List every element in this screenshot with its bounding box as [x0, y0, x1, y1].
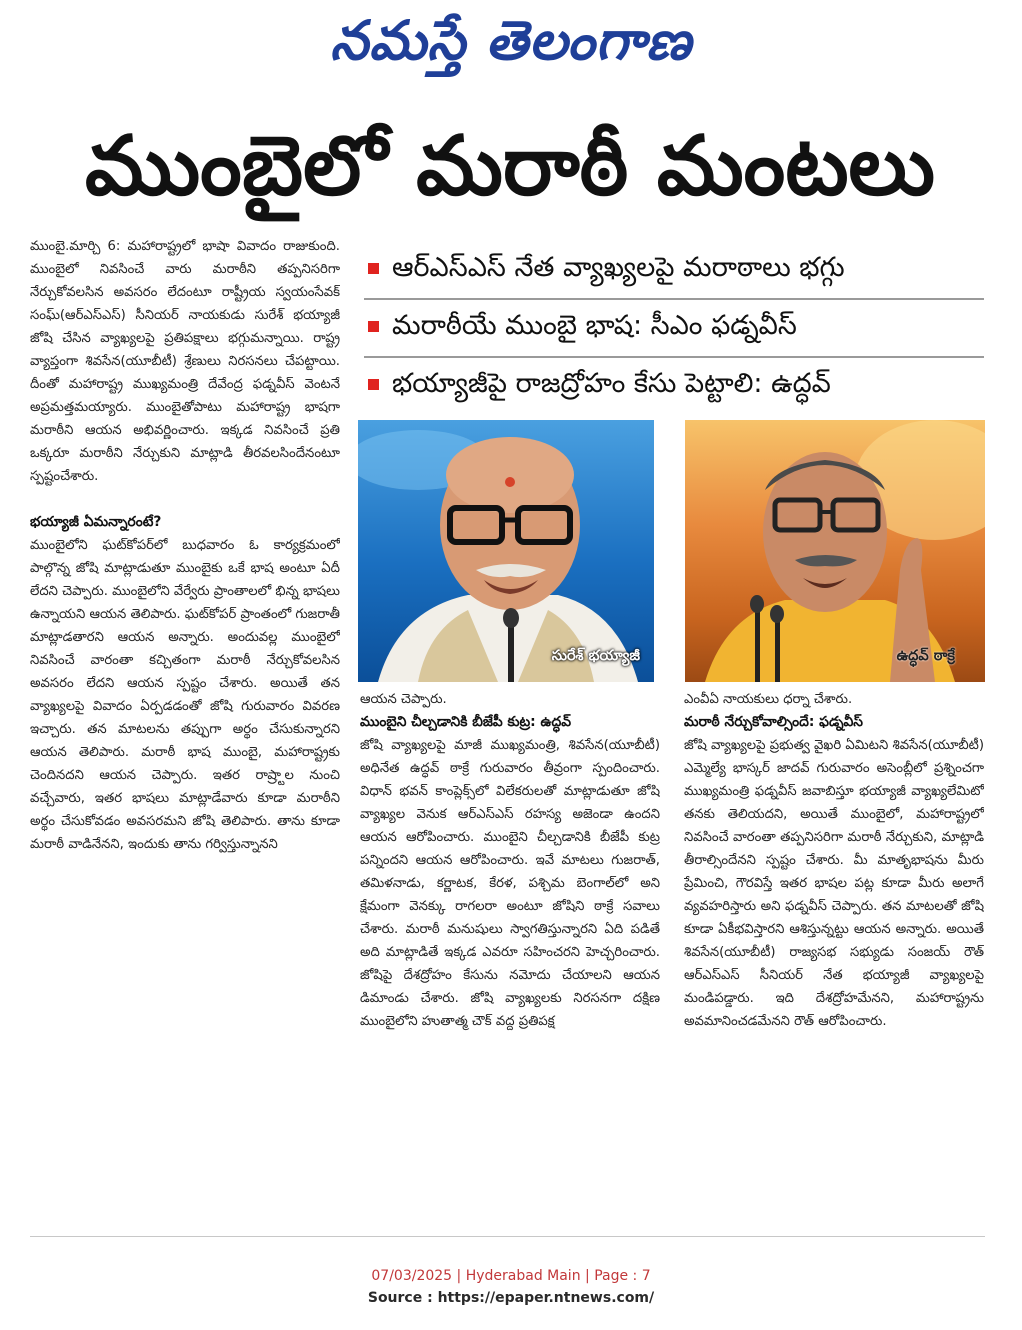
article-paragraph: జోషి వ్యాఖ్యలపై ప్రభుత్వ వైఖరి ఏమిటని శివసేన(యూబీటీ) ఎమ్మెల్యే భాస్కర్ జాదవ్ గురువారం అసెంబ్లీలో ప్రశ్నించగా ముఖ్యమంత్రి ఫడ్నవీస్ జవాబిస్తూ భయ్యాజీ వ్యాఖ్యలేమిటో తనకు తెలియదని, అయితే ముంబైలో, మహారాష్ట్రలో నివసించే వారంతా తప్పనిసరిగా మరాఠీ నేర్చుకుని, మాట్లాడి తీరాల్సిందేనని స్పష్టం చేశారు. మీ మాతృభాషను మీరు ప్రేమించి, గౌరవిస్తే ఇతర భాషల పట్ల కూడా మీరు అలాగే వ్యవహరిస్తారు అని ఫడ్నవీస్ చెప్పారు. తన మాటలతో జోషి కూడా ఏకీభవిస్తారని ఆశిస్తున్నట్టు ఆయన అన్నారు. అయితే శివసేన(యూబీటీ) రాజ్యసభ సభ్యుడు సంజయ్ రౌత్ ఆర్‌ఎస్‌ఎస్ సీనియర్ నేత భయ్యాజీ వ్యాఖ్యలపై మండిపడ్డారు. ఇది దేశద్రోహమేనని, మహారాష్ట్రను అవమానించడమేనని రౌత్ ఆరోపించారు. [684, 738, 984, 1029]
highlight-text: భయ్యాజీపై రాజద్రోహం కేసు పెట్టాలి: ఉద్ధవ్ [392, 368, 831, 399]
section-subhead: మరాఠీ నేర్చుకోవాల్సిందే: ఫడ్నవీస్ [684, 714, 863, 730]
highlight-item [364, 244, 1004, 302]
portrait-illustration [685, 420, 985, 682]
square-bullet-icon [368, 379, 379, 390]
article-column-3 [684, 688, 984, 1236]
divider [364, 298, 984, 300]
portrait-illustration [358, 420, 654, 682]
article-column-2 [360, 688, 660, 1236]
article-paragraph: ముంబైలోని ఘట్‌కోపర్‌లో బుధవారం ఓ కార్యక్రమంలో పాల్గొన్న జోషి మాట్లాడుతూ ముంబైకు ఒకే భాష అంటూ ఏదీ లేదని చెప్పారు. ముంబైలోని వేర్వేరు ప్రాంతాలలో భిన్న భాషలు ఉన్నాయని ఆయన తెలిపారు. ఘట్‌కోపర్ ప్రాంతంలో గుజరాతీ మాట్లాడతారని ఆయన అన్నారు. అందువల్ల ముంబైలో నివసించే వారంతా కచ్చితంగా మరాఠీ నేర్చుకోవలసిన అవసరం లేదని ఆయన స్పష్టం చేశారు. అయితే తన వ్యాఖ్యలపై వివాదం ఏర్పడడంతో జోషి గురువారం వివరణ ఇచ్చారు. తన మాటలను తప్పుగా అర్థం చేసుకున్నారని ఆయన తెలిపారు. మరాఠీ భాష ముంబై, మహారాష్ట్రకు చెందినదని ఆయన చెప్పారు. ఇతర రాష్ర్టాల నుంచి వచ్చేవారు, ఇతర భాషలు మాట్లాడేవారు కూడా మరాఠీని అర్థం చేసుకోవడం అవసరమని జోషి తెలిపారు. తాను కూడా మరాఠీ వాడినేనని, ఇందుకు తాను గర్విస్తున్నానని [30, 538, 340, 852]
section-subhead: భయ్యాజీ ఏమన్నారంటే? [30, 514, 162, 530]
footer-divider [30, 1236, 985, 1237]
highlight-text: ఆర్‌ఎస్‌ఎస్ నేత వ్యాఖ్యలపై మరాఠాలు భగ్గు [392, 252, 845, 283]
source-link[interactable]: Source : https://epaper.ntnews.com/ [367, 1290, 655, 1306]
article-column-1 [30, 235, 340, 1235]
highlight-item [364, 360, 1004, 418]
photo-caption: సురేశ్ భయ్యాజీ [551, 648, 640, 664]
article-paragraph: ముంబై.మార్చి 6: మహారాష్ట్రలో భాషా వివాదం రాజుకుంది. ముంబైలో నివసించే వారు మరాఠీని తప్పనిసరిగా నేర్చుకోవలసిన అవసరం లేదంటూ రాష్ట్రీయ స్వయంసేవక్ సంఘ్(ఆర్‌ఎస్‌ఎస్) సీనియర్ నాయకుడు సురేశ్ భయ్యాజీ జోషి చేసిన వ్యాఖ్యలపై ప్రతిపక్షాలు భగ్గుమన్నాయి. రాష్ట్ర వ్యాప్తంగా శివసేన(యూబీటీ) శ్రేణులు నిరసనలు చేపట్టాయి. దీంతో మహారాష్ట్ర ముఖ్యమంత్రి దేవేంద్ర ఫడ్నవీస్ వెంటనే అప్రమత్తమయ్యారు. ముంబైతోపాటు మహారాష్ట్ర భాషగా మరాఠీని ఆయన అభివర్ణించారు. ఇక్కడ నివసించే ప్రతి ఒక్కరూ మరాఠీని నేర్చుకుని మాట్లాడి తీరవలసిందేనంటూ స్పష్టంచేశారు. [30, 239, 340, 484]
square-bullet-icon [368, 321, 379, 332]
section-subhead: ముంబైని చీల్చడానికి బీజేపీ కుట్ర: ఉద్ధవ్ [360, 714, 572, 730]
headline: ముంబైలో మరాఠీ మంటలు [84, 119, 936, 214]
photo-suresh-bhaiyyaji [358, 420, 654, 682]
newspaper-logo: నమస్తే తెలంగాణ [330, 9, 692, 72]
square-bullet-icon [368, 263, 379, 274]
article-paragraph: ఆయన చెప్పారు. [360, 692, 447, 707]
highlights-list [364, 244, 1004, 418]
edition-info: 07/03/2025 | Hyderabad Main | Page : 7 [371, 1268, 651, 1284]
article-paragraph: జోషి వ్యాఖ్యలపై మాజీ ముఖ్యమంత్రి, శివసేన(యూబీటీ) అధినేత ఉద్ధవ్ ఠాక్రే గురువారం తీవ్రంగా స్పందించారు. విధాన్ భవన్ కాంప్లెక్స్‌లో విలేకరులతో మాట్లాడుతూ జోషి వ్యాఖ్యల వెనుక ఆర్‌ఎస్‌ఎస్ రహస్య అజెండా ఉందని ఆయన ఆరోపించారు. ముంబైని చీల్చడానికి బీజేపీ కుట్ర పన్నిందని ఆయన ఆరోపించారు. ఇవే మాటలు గుజరాత్, తమిళనాడు, కర్ణాటక, కేరళ, పశ్చిమ బెంగాల్‌లో అని క్షేమంగా వెనక్కు రాగలరా అంటూ జోషిని ఠాక్రే సవాలు చేశారు. మరాఠీ మనుషులు స్వాగతిస్తున్నారని ఏది పడితే అది మాట్లాడితే ఇక్కడ ఎవరూ సహించరని హెచ్చరించారు. జోషిపై దేశద్రోహం కేసును నమోదు చేయాలని ఆయన డిమాండు చేశారు. జోషి వ్యాఖ్యలకు నిరసనగా దక్షిణ ముంబైలోని హుతాత్మ చౌక్ వద్ద ప్రతిపక్ష [360, 738, 660, 1029]
highlight-text: మరాఠీయే ముంబై భాష: సీఎం ఫడ్నవీస్ [392, 310, 797, 341]
highlight-item [364, 302, 1004, 360]
photo-uddhav-thackeray [685, 420, 985, 682]
divider [364, 356, 984, 358]
masthead [0, 6, 1022, 76]
article-paragraph: ఎంవీఏ నాయకులు ధర్నా చేశారు. [684, 692, 853, 707]
photo-caption: ఉద్ధవ్ ఠాక్రే [896, 648, 955, 664]
